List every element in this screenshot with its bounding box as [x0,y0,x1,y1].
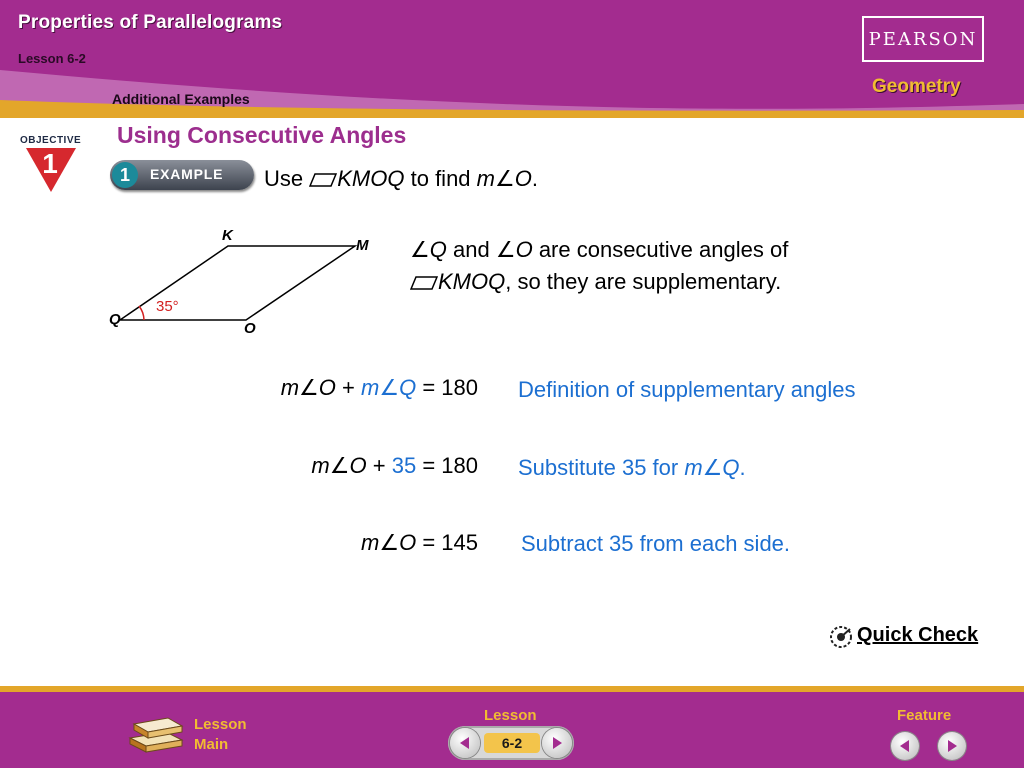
lesson-number: 6-2 [484,733,540,753]
angle-icon: ∠ [329,453,350,478]
reason-step-1: Definition of supplementary angles [518,377,856,402]
vertex-m: M [356,237,369,254]
angle-icon: ∠ [495,237,516,262]
arrow-left-icon [898,739,912,753]
reason-angle: Q [722,455,740,480]
prompt-end: . [531,166,538,191]
objective-number: 1 [42,148,58,179]
eq-angle: O [399,530,417,555]
eq-result: = 180 [422,375,478,400]
angle-label: 35° [156,298,179,315]
expl-shape: KMOQ [438,269,506,294]
parallelogram-icon [410,276,438,290]
eq-angle: O [349,453,367,478]
angle-icon: ∠ [495,166,515,191]
equation-step-1 [200,375,478,401]
pearson-logo: PEARSON [862,16,984,62]
reason-step-2 [518,455,746,481]
eq-m: m [280,375,300,400]
lesson-main-line2[interactable]: Main [194,736,229,753]
eq-m: m [361,530,380,555]
eq-value: 35 [391,453,417,478]
prompt-use: Use [264,166,304,191]
prompt-m: m [476,166,495,191]
expl-o: O [515,237,533,262]
lesson-subtitle: Lesson 6-2 [18,51,86,66]
section-label: Additional Examples [112,91,250,107]
eq-plus: + [372,453,386,478]
prompt-to-find: to find [410,166,471,191]
eq-result: = 180 [422,453,478,478]
angle-icon: ∠ [379,530,400,555]
vertex-o: O [244,320,256,337]
eq-angle: Q [399,375,417,400]
footer-lesson-label: Lesson [484,707,537,724]
arrow-right-icon [945,739,959,753]
parallelogram-figure [100,220,390,340]
angle-arc [139,306,144,320]
angle-icon: ∠ [702,455,723,480]
reason-end: . [739,455,746,480]
eq-m: m [361,375,380,400]
reason-step-3: Subtract 35 from each side. [521,531,791,556]
eq-plus: + [342,375,355,400]
parallelogram-icon [309,173,337,187]
lesson-main-link[interactable] [194,715,247,755]
footer-feature-label: Feature [897,707,952,724]
equation-step-3 [200,530,478,556]
problem-prompt [264,166,538,192]
next-feature-button[interactable] [938,732,966,760]
vertex-k: K [222,227,233,244]
lesson-main-line1[interactable]: Lesson [194,716,247,733]
arrow-left-icon [458,736,472,750]
expl-rest1: are consecutive angles of [538,237,789,262]
example-label: EXAMPLE [150,166,224,182]
expl-and: and [452,237,490,262]
reason-text: Substitute 35 for [518,455,679,480]
page-title: Properties of Parallelograms [18,12,283,33]
angle-icon: ∠ [410,237,430,262]
eq-result: = 145 [422,530,478,555]
angle-icon: ∠ [379,375,400,400]
vertex-q: Q [109,311,121,328]
angle-icon: ∠ [299,375,319,400]
equation-step-2 [200,453,478,479]
subject-label: Geometry [872,76,961,97]
objective-label: OBJECTIVE [20,135,82,146]
section-title: Using Consecutive Angles [117,122,407,148]
expl-q: Q [429,237,447,262]
reason-m: m [684,455,703,480]
quick-check-link[interactable]: Quick Check [857,624,979,646]
next-lesson-button[interactable] [542,728,572,758]
prev-lesson-button[interactable] [450,728,480,758]
quick-check-icon[interactable] [828,624,854,650]
eq-angle: O [318,375,336,400]
footer-stripe [0,686,1024,692]
example-number: 1 [112,162,138,188]
prev-feature-button[interactable] [891,732,919,760]
eq-m: m [311,453,330,478]
prompt-shape: KMOQ [337,166,405,191]
explanation [410,234,788,298]
books-icon[interactable] [126,712,186,756]
arrow-right-icon [550,736,564,750]
expl-rest2: , so they are supplementary. [505,269,782,294]
prompt-target: O [514,166,532,191]
